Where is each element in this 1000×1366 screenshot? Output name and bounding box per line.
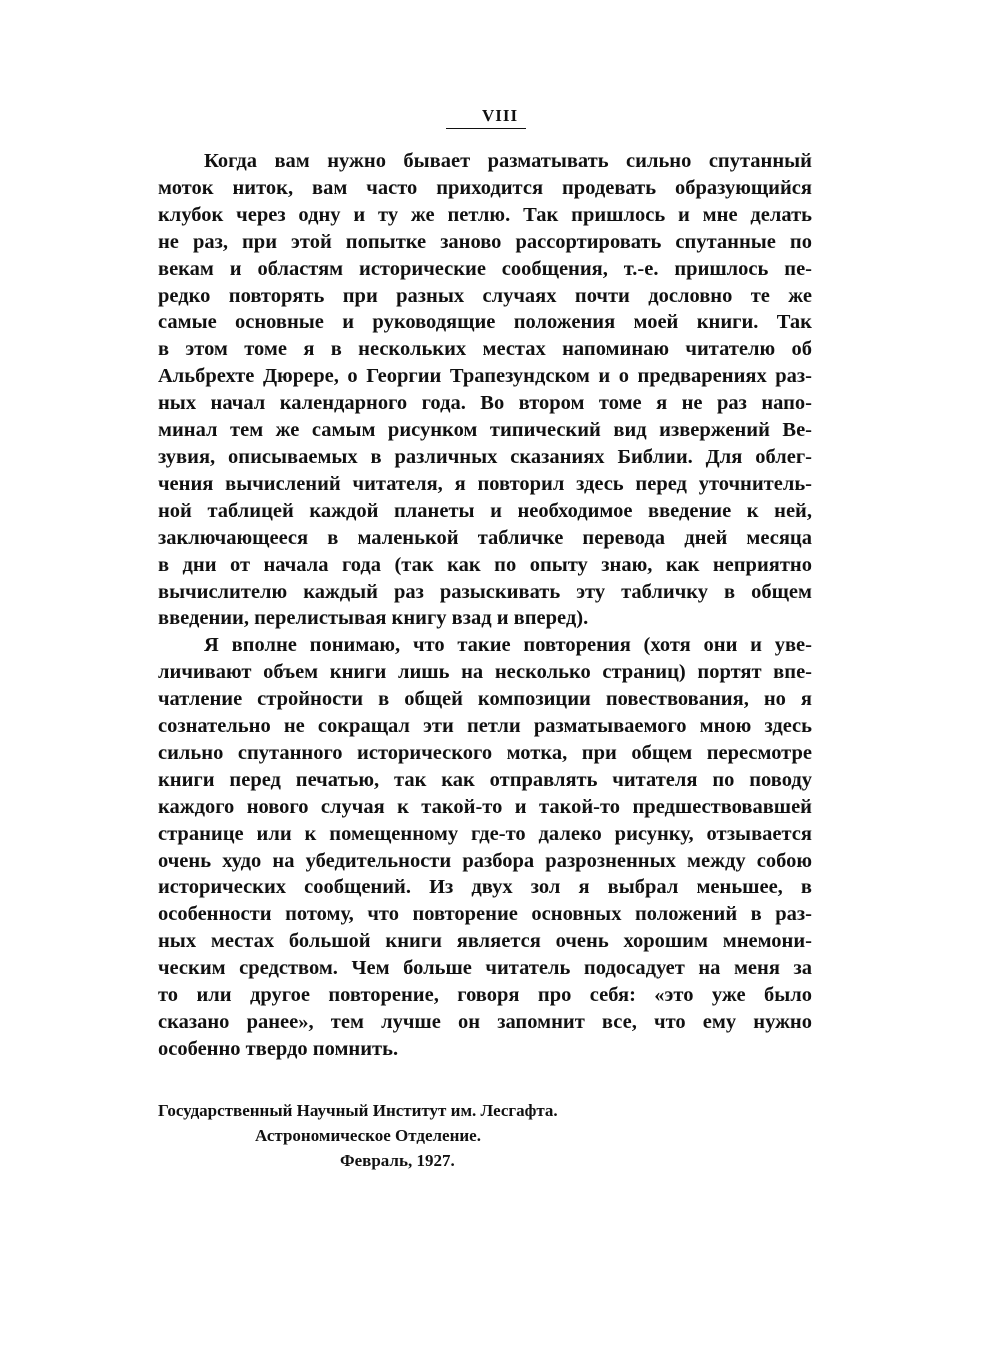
text-line: сознательно не сокращал эти петли разматываемого мною здесь xyxy=(158,715,812,738)
text-line: ческим средством. Чем больше читатель подосадует на меня за xyxy=(158,957,812,980)
text-line: каждого нового случая к такой-то и такой-то предшествовавшей xyxy=(158,795,812,818)
text-line: книги перед печатью, так как отправлять читателя по поводу xyxy=(158,768,812,791)
text-line: зувия, описываемых в различных сказаниях Библии. Для облег- xyxy=(158,445,812,468)
text-line: клубок через одну и ту же петлю. Так пришлось и мне делать xyxy=(158,203,812,226)
text-line: ных местах большой книги является очень хорошим мнемони- xyxy=(158,930,812,953)
text-line: чения вычислений читателя, я повторил здесь перед уточнитель- xyxy=(158,472,812,495)
text-line: минал тем же самым рисунком типический вид извержений Ве- xyxy=(158,419,812,442)
text-line: в этом томе я в нескольких местах напоминаю читателю об xyxy=(158,338,812,361)
text-line: очень худо на убедительности разбора разрозненных между собою xyxy=(158,849,812,872)
text-line: редко повторять при разных случаях почти дословно те же xyxy=(158,284,812,307)
text-line: личивают объем книги лишь на несколько страниц) портят впе- xyxy=(158,661,812,684)
text-line: Когда вам нужно бывает разматывать сильно спутанный xyxy=(204,150,812,172)
text-line: Альбрехте Дюрере, о Георгии Трапезундском и о предварениях раз- xyxy=(158,365,812,388)
text-line: Я вполне понимаю, что такие повторения (хотя они и уве- xyxy=(204,634,812,657)
text-line: чатление стройности в общей композиции повествования, но я xyxy=(158,688,812,711)
text-line: введении, перелистывая книгу взад и вперед). xyxy=(158,607,589,630)
text-line: сказано ранее», тем лучше он запомнит все, что ему нужно xyxy=(158,1011,812,1033)
text-line: особенно твердо помнить. xyxy=(158,1037,399,1060)
text-line: моток ниток, вам часто приходится продевать образующийся xyxy=(158,176,812,199)
header-rule xyxy=(446,128,526,129)
text-line: заключающееся в маленькой табличке перевода дней месяца xyxy=(158,526,812,549)
text-line: не раз, при этой попытке заново рассортировать спутанные по xyxy=(158,230,812,253)
signature-institute: Государственный Научный Институт им. Лесгафта. xyxy=(158,1101,558,1120)
text-line: вычислителю каждый раз разыскивать эту табличку в общем xyxy=(158,580,812,603)
page-number: VIII xyxy=(481,106,519,125)
paragraph-2 xyxy=(158,632,812,1063)
text-line: ных начал календарного года. Во втором томе я не раз напо- xyxy=(158,392,812,415)
paragraph-1 xyxy=(158,148,812,632)
text-line: особенности потому, что повторение основных положений в раз- xyxy=(158,903,812,926)
body-text xyxy=(158,148,812,1063)
text-line: векам и областям исторические сообщения, т.-е. пришлось пе- xyxy=(158,257,812,280)
text-line: ной таблицей каждой планеты и необходимое введение к ней, xyxy=(158,499,812,522)
text-line: самые основные и руководящие положения моей книги. Так xyxy=(158,311,812,334)
text-line: странице или к помещенному где-то далеко рисунку, отзывается xyxy=(158,822,812,845)
signature-department: Астрономическое Отделение. xyxy=(255,1126,481,1145)
text-line: исторических сообщений. Из двух зол я выбрал меньшее, в xyxy=(158,876,812,899)
text-line: в дни от начала года (так как по опыту знаю, как неприятно xyxy=(158,553,812,576)
signature-date: Февраль, 1927. xyxy=(340,1151,455,1170)
signature-block xyxy=(158,1098,812,1173)
text-line: то или другое повторение, говоря про себя: «это уже было xyxy=(158,984,812,1007)
text-line: сильно спутанного исторического мотка, при общем пересмотре xyxy=(158,741,812,764)
